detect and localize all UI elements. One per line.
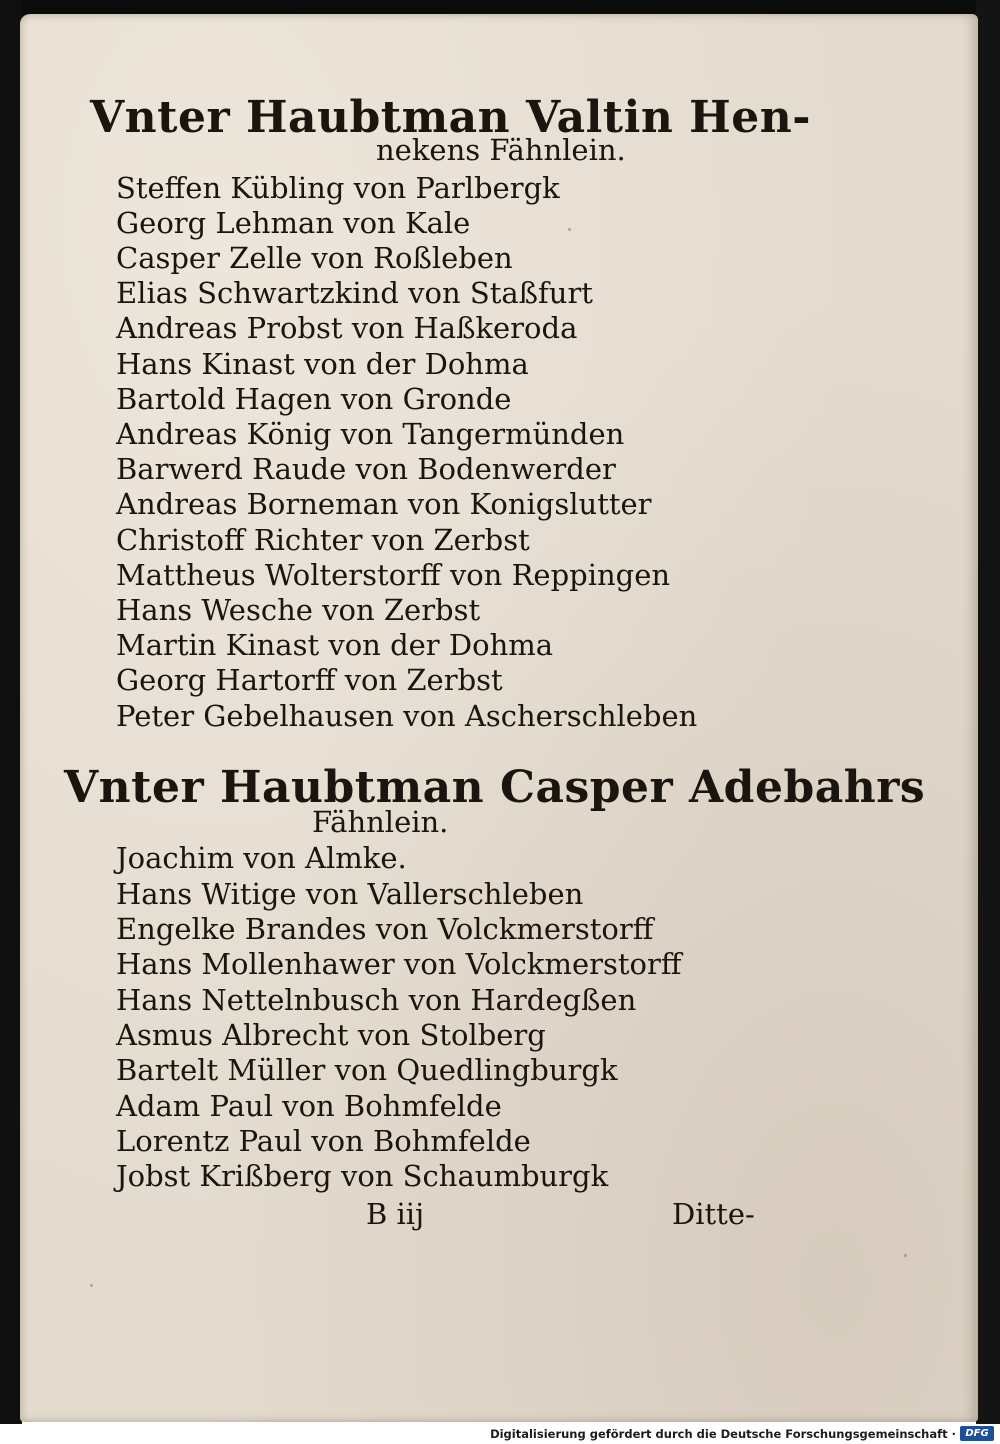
- list-item: Andreas Probst von Haßkeroda: [116, 311, 578, 345]
- credit-bar: [0, 1424, 1000, 1444]
- list-item: Georg Lehman von Kale: [116, 206, 471, 240]
- page-text: [20, 14, 978, 1422]
- list-item: Joachim von Almke.: [116, 841, 407, 875]
- list-item: Bartold Hagen von Gronde: [116, 382, 512, 416]
- list-item: Hans Wesche von Zerbst: [116, 593, 481, 627]
- list-item: Casper Zelle von Roßleben: [116, 241, 513, 275]
- list-item: Engelke Brandes von Volckmerstorff: [116, 912, 654, 946]
- list-item: Elias Schwartzkind von Staßfurt: [116, 276, 593, 310]
- list-item: Mattheus Wolterstorff von Reppingen: [116, 558, 671, 592]
- list-item: Georg Hartorff von Zerbst: [116, 663, 503, 697]
- credit-text: Digitalisierung gefördert durch die Deutsche Forschungsgemeinschaft ·: [490, 1427, 956, 1441]
- signature-mark: B iij: [366, 1197, 425, 1231]
- list-item: Lorentz Paul von Bohmfelde: [116, 1124, 531, 1158]
- section1-heading: Vnter Haubtman Valtin Hen-: [90, 92, 811, 143]
- list-item: Martin Kinast von der Dohma: [116, 628, 554, 662]
- section1-subheading: nekens Fähnlein.: [376, 133, 626, 167]
- list-item: Adam Paul von Bohmfelde: [116, 1089, 502, 1123]
- section2-subheading: Fähnlein.: [312, 805, 449, 839]
- list-item: Andreas Borneman von Konigslutter: [116, 487, 652, 521]
- section2-heading: Vnter Haubtman Casper Adebahrs: [64, 762, 926, 813]
- list-item: Christoff Richter von Zerbst: [116, 523, 530, 557]
- book-page: [20, 14, 978, 1422]
- list-item: Hans Mollenhawer von Volckmerstorff: [116, 947, 682, 981]
- list-item: Hans Witige von Vallerschleben: [116, 877, 584, 911]
- list-item: Hans Nettelnbusch von Hardegßen: [116, 983, 637, 1017]
- list-item: Andreas König von Tangermünden: [116, 417, 625, 451]
- list-item: Bartelt Müller von Quedlingburgk: [116, 1053, 618, 1087]
- list-item: Steffen Kübling von Parlbergk: [116, 171, 560, 205]
- list-item: Peter Gebelhausen von Ascherschleben: [116, 699, 698, 733]
- dfg-logo-icon: DFG: [960, 1426, 994, 1441]
- list-item: Hans Kinast von der Dohma: [116, 347, 529, 381]
- list-item: Jobst Krißberg von Schaumburgk: [116, 1159, 609, 1193]
- scanner-right-edge: [976, 0, 1000, 1424]
- list-item: Asmus Albrecht von Stolberg: [116, 1018, 546, 1052]
- scanner-left-edge: [0, 0, 22, 1424]
- catchword: Ditte-: [672, 1197, 755, 1231]
- list-item: Barwerd Raude von Bodenwerder: [116, 452, 616, 486]
